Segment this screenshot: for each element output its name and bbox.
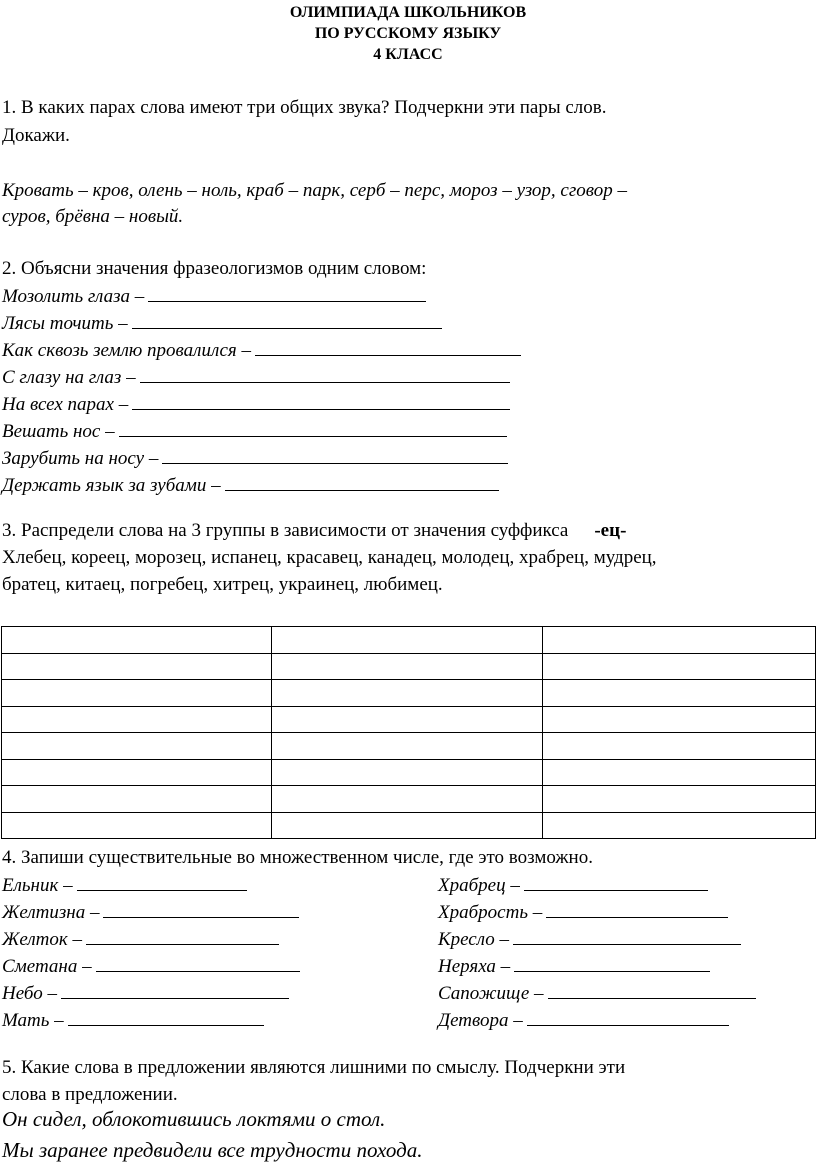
q4-word: Храбрость – (438, 902, 543, 923)
table-cell[interactable] (543, 653, 816, 680)
q4-word: Ельник – (2, 875, 73, 896)
answer-line[interactable] (68, 1009, 264, 1026)
q2-item (2, 393, 510, 416)
table-cell[interactable] (2, 627, 272, 654)
table-row (2, 786, 816, 813)
answer-line[interactable] (132, 312, 442, 329)
q2-item (2, 312, 442, 335)
answer-line[interactable] (255, 339, 521, 356)
answer-line[interactable] (96, 955, 300, 972)
table-row (2, 706, 816, 733)
q4-word: Мать – (2, 1010, 64, 1031)
answer-line[interactable] (514, 955, 710, 972)
q4-right-item (438, 1009, 729, 1032)
q2-item-label: Держать язык за зубами – (2, 475, 221, 496)
answer-line[interactable] (77, 874, 247, 891)
q2-item-label: Мозолить глаза – (2, 286, 145, 307)
answer-line[interactable] (225, 474, 499, 491)
table-cell[interactable] (2, 680, 272, 707)
table-cell[interactable] (271, 733, 543, 760)
q4-left-item (2, 874, 247, 897)
answer-line[interactable] (86, 928, 279, 945)
table-cell[interactable] (2, 812, 272, 839)
table-cell[interactable] (543, 733, 816, 760)
answer-line[interactable] (61, 982, 289, 999)
answer-line[interactable] (119, 420, 507, 437)
q4-right-item (438, 928, 741, 951)
q2-item (2, 339, 521, 362)
q2-item (2, 474, 499, 497)
q2-item (2, 366, 510, 389)
q2-item-label: Вешать нос – (2, 421, 115, 442)
answer-line[interactable] (548, 982, 756, 999)
q2-item (2, 420, 507, 443)
q4-word: Неряха – (438, 956, 511, 977)
answer-line[interactable] (162, 447, 508, 464)
table-cell[interactable] (271, 627, 543, 654)
answer-line[interactable] (513, 928, 741, 945)
q4-left-item (2, 928, 279, 951)
q5-text-line2: слова в предложении. (2, 1084, 178, 1105)
table-row (2, 733, 816, 760)
answer-line[interactable] (527, 1009, 729, 1026)
table-row (2, 759, 816, 786)
q2-item-label: С глазу на глаз – (2, 367, 136, 388)
table-cell[interactable] (271, 786, 543, 813)
q2-item-label: Как сквозь землю провалился – (2, 340, 251, 361)
table-cell[interactable] (271, 680, 543, 707)
q4-word: Сметана – (2, 956, 92, 977)
q5-text-line1: 5. Какие слова в предложении являются лишними по смыслу. Подчеркни эти (2, 1057, 626, 1078)
q3-title (2, 520, 626, 542)
q4-left-item (2, 901, 299, 924)
q4-word: Храбрец – (438, 875, 520, 896)
table-cell[interactable] (271, 812, 543, 839)
q2-item (2, 285, 426, 308)
q4-right-item (438, 982, 756, 1005)
q2-item-label: Зарубить на носу – (2, 448, 159, 469)
q1-text-line2: Докажи. (2, 125, 70, 146)
q4-right-item (438, 874, 708, 897)
table-cell[interactable] (543, 786, 816, 813)
q4-word: Сапожище – (438, 983, 544, 1004)
q3-words-line2: братец, китаец, погребец, хитрец, украинец, любимец. (2, 574, 443, 595)
table-cell[interactable] (543, 680, 816, 707)
q1-pairs-line1: Кровать – кров, олень – ноль, краб – парк, серб – перс, мороз – узор, сговор – (2, 180, 628, 201)
q4-title: 4. Запиши существительные во множественном числе, где это возможно. (2, 847, 593, 868)
q4-word: Кресло – (438, 929, 509, 950)
answer-line[interactable] (103, 901, 299, 918)
q3-suffix: -ец- (594, 520, 627, 541)
header-grade: 4 КЛАСС (373, 46, 443, 63)
table-cell[interactable] (271, 653, 543, 680)
q3-title-text: 3. Распредели слова на 3 группы в зависимости от значения суффикса (2, 520, 569, 541)
q4-word: Детвора – (438, 1010, 523, 1031)
q5-sentence-1[interactable]: Он сидел, облокотившись локтями о стол. (2, 1107, 386, 1131)
q4-left-item (2, 955, 300, 978)
header-title: ОЛИМПИАДА ШКОЛЬНИКОВ (289, 4, 527, 21)
table-cell[interactable] (2, 653, 272, 680)
table-row (2, 627, 816, 654)
answer-line[interactable] (132, 393, 510, 410)
table-cell[interactable] (271, 706, 543, 733)
q4-right-item (438, 955, 710, 978)
q4-word: Желтизна – (2, 902, 100, 923)
table-row (2, 680, 816, 707)
q4-word: Небо – (2, 983, 57, 1004)
answer-table (1, 626, 816, 839)
q5-sentence-2[interactable]: Мы заранее предвидели все трудности похода. (2, 1138, 423, 1162)
table-row (2, 653, 816, 680)
table-cell[interactable] (2, 706, 272, 733)
q1-pairs-line2: суров, брёвна – новый. (2, 206, 184, 227)
table-cell[interactable] (543, 759, 816, 786)
table-cell[interactable] (2, 733, 272, 760)
answer-line[interactable] (140, 366, 510, 383)
q1-text-line1: 1. В каких парах слова имеют три общих звука? Подчеркни эти пары слов. (2, 97, 607, 118)
q2-item-label: Лясы точить – (2, 313, 128, 334)
q4-left-item (2, 982, 289, 1005)
table-cell[interactable] (271, 759, 543, 786)
answer-line[interactable] (546, 901, 728, 918)
q4-right-item (438, 901, 728, 924)
answer-line[interactable] (524, 874, 708, 891)
table-cell[interactable] (543, 812, 816, 839)
table-cell[interactable] (2, 786, 272, 813)
table-cell[interactable] (543, 627, 816, 654)
q2-title: 2. Объясни значения фразеологизмов одним словом: (2, 258, 427, 279)
header-subject: ПО РУССКОМУ ЯЗЫКУ (314, 25, 502, 42)
table-row (2, 812, 816, 839)
table-cell[interactable] (543, 706, 816, 733)
q4-word: Желток – (2, 929, 83, 950)
answer-line[interactable] (148, 285, 426, 302)
q4-left-item (2, 1009, 264, 1032)
q2-item-label: На всех парах – (2, 394, 129, 415)
q3-words-line1: Хлебец, кореец, морозец, испанец, красавец, канадец, молодец, храбрец, мудрец, (2, 547, 657, 568)
q2-item (2, 447, 508, 470)
table-cell[interactable] (2, 759, 272, 786)
